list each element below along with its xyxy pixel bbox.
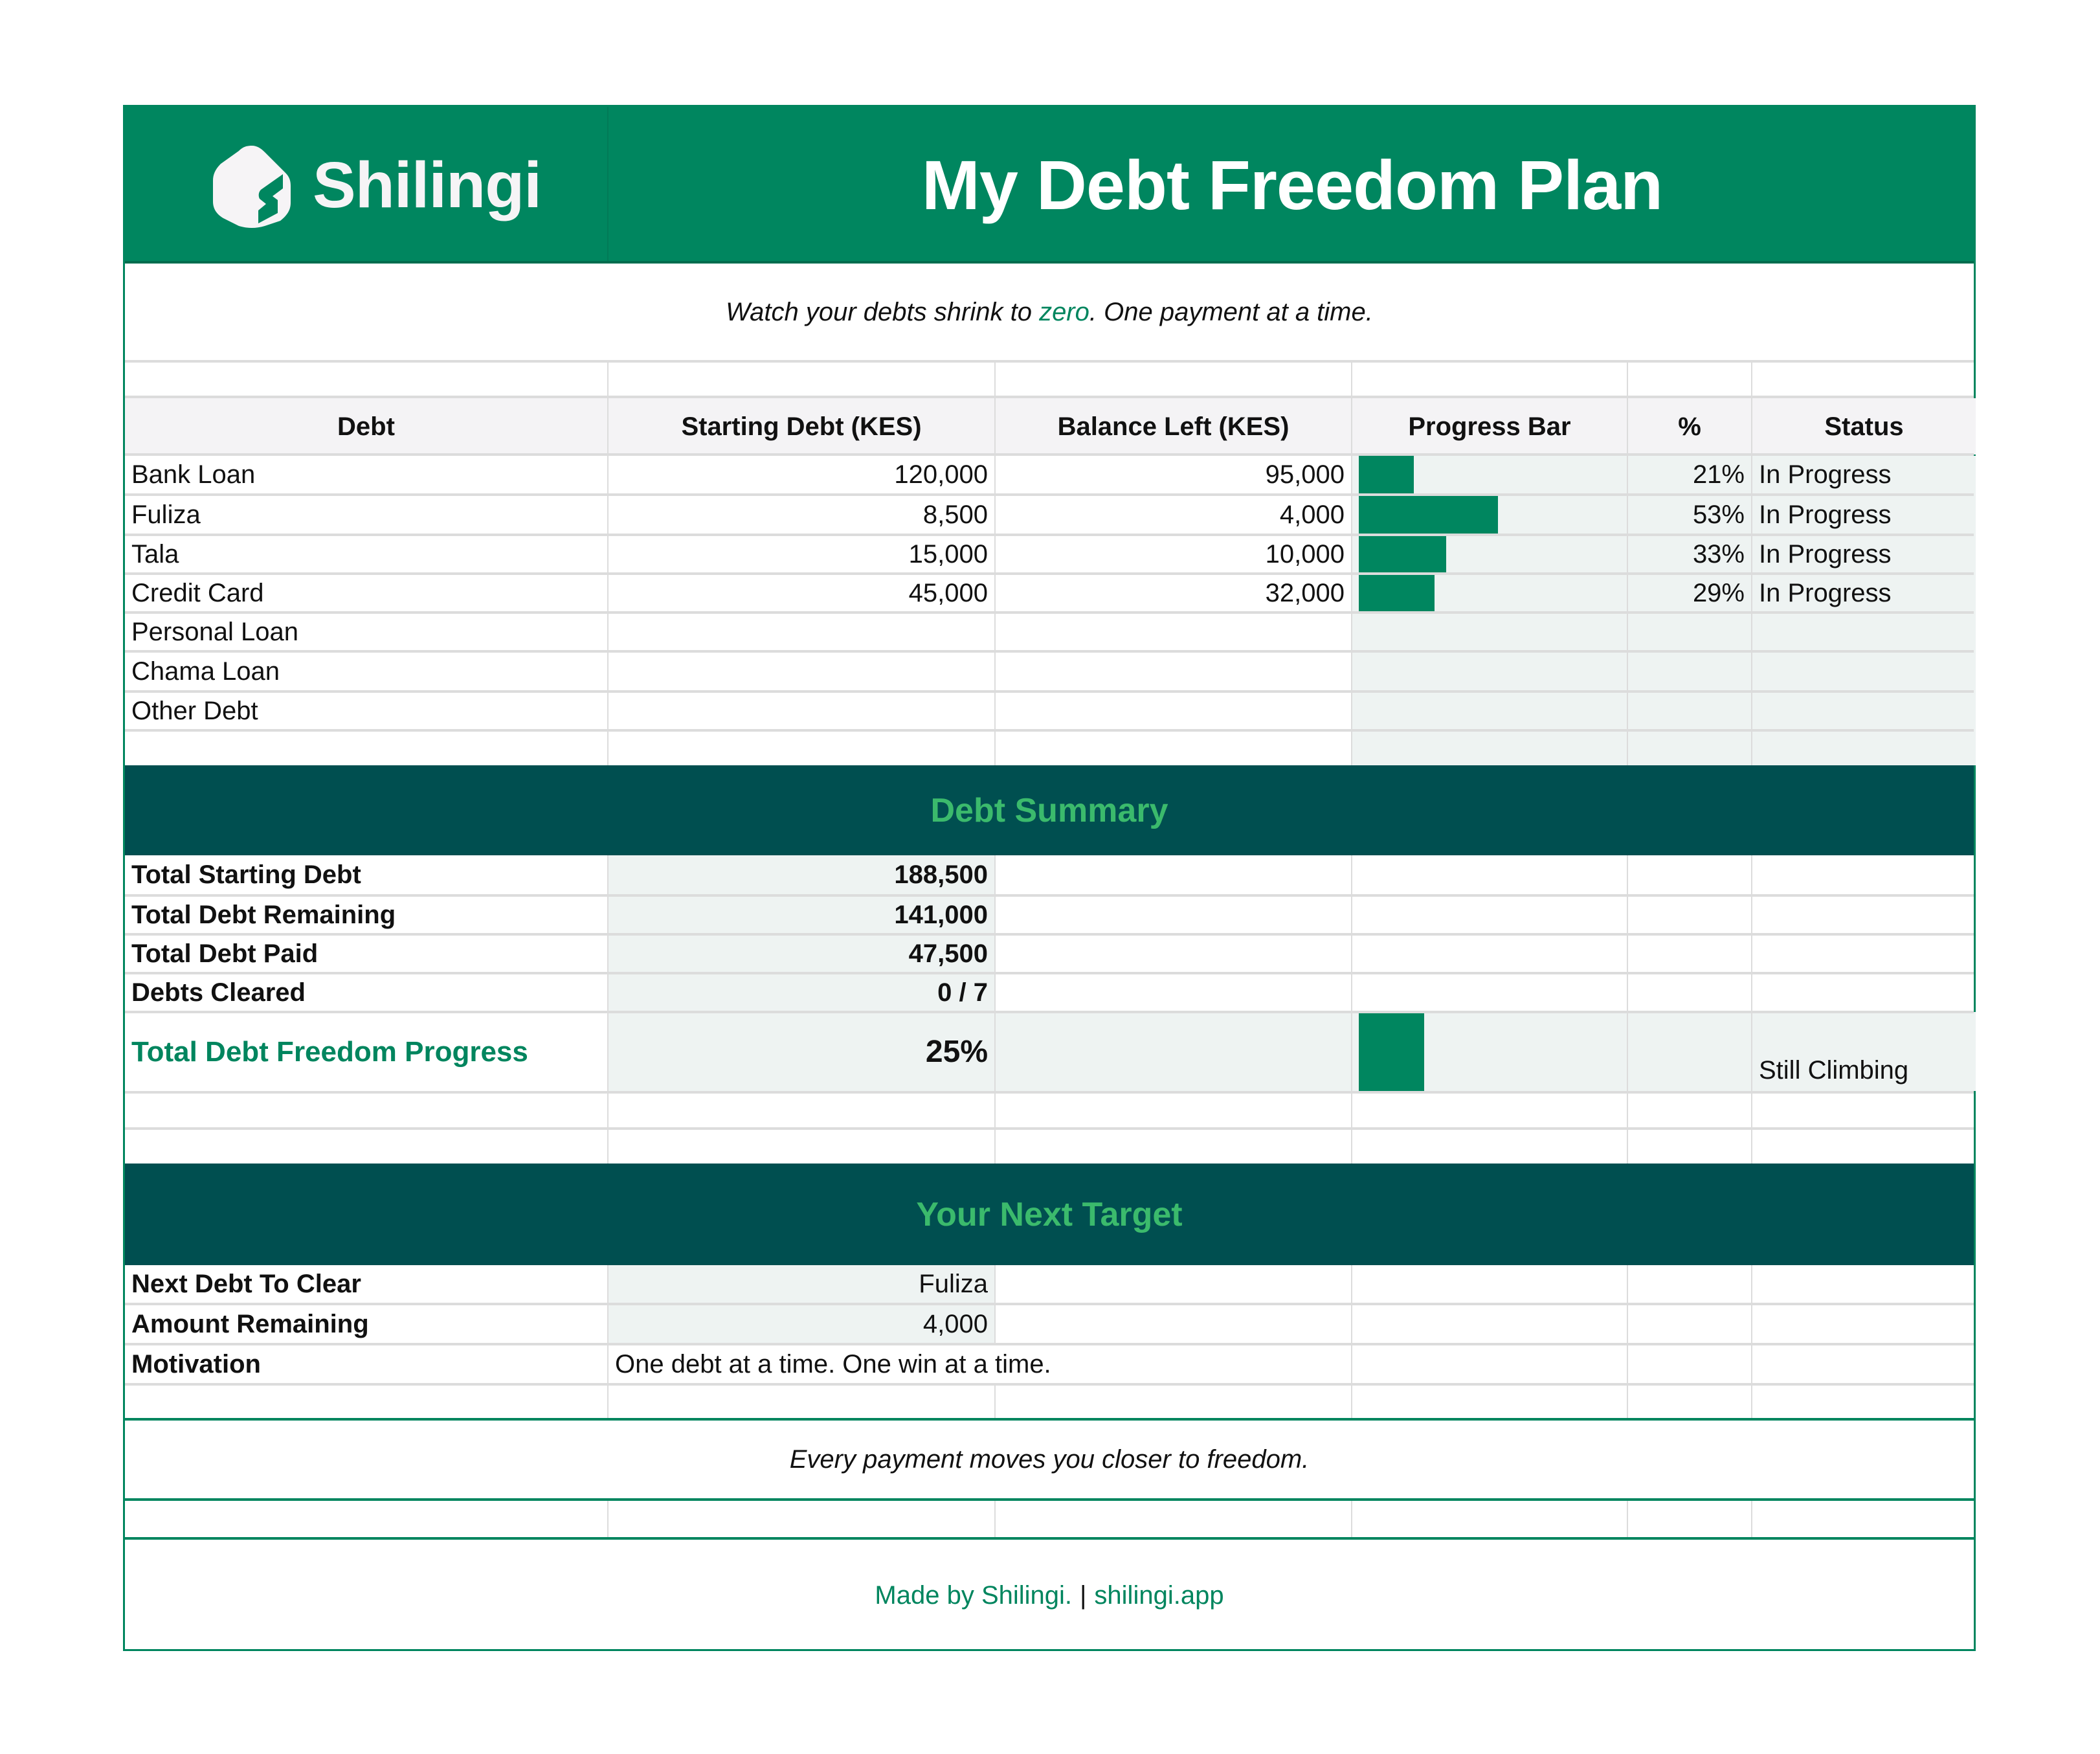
- summary-label: Debts Cleared: [131, 978, 306, 1007]
- debt-name: Fuliza: [131, 500, 201, 529]
- grid-line: [607, 855, 609, 1164]
- summary-value: 47,500: [908, 939, 988, 968]
- grid-line: [125, 1383, 1974, 1386]
- grid-line: [1751, 855, 1752, 1164]
- starting-debt-value[interactable]: 15,000: [908, 540, 988, 568]
- balance-left-value[interactable]: [996, 693, 1351, 729]
- debt-name: Credit Card: [131, 579, 264, 607]
- starting-debt-value[interactable]: [609, 653, 994, 690]
- motivation-value: One debt at a time. One win at a time.: [615, 1350, 1051, 1378]
- grid-line: [1627, 855, 1628, 1164]
- starting-debt-value[interactable]: 45,000: [908, 579, 988, 607]
- next-target-label: Motivation: [131, 1350, 261, 1378]
- debt-name: Bank Loan: [131, 460, 256, 489]
- percent-value: 29%: [1692, 579, 1745, 607]
- debt-name: Personal Loan: [131, 618, 298, 646]
- progress-bar-fill: [1359, 575, 1435, 611]
- starting-debt-value[interactable]: 120,000: [894, 460, 988, 489]
- amount-remaining-value: 4,000: [922, 1310, 988, 1338]
- summary-label: Total Debt Remaining: [131, 901, 396, 929]
- summary-value: 0 / 7: [937, 978, 988, 1007]
- status-value: In Progress: [1759, 460, 1892, 489]
- grid-line: [1351, 361, 1352, 397]
- grid-line: [607, 361, 609, 397]
- progress-bar-fill: [1359, 456, 1414, 493]
- grid-line: [1351, 456, 1352, 765]
- grid-line: [994, 361, 996, 397]
- percent-value: 21%: [1692, 460, 1745, 489]
- balance-left-value[interactable]: 4,000: [1279, 500, 1345, 529]
- grid-line: [607, 456, 609, 765]
- grid-line: [994, 855, 996, 1164]
- next-target-label: Next Debt To Clear: [131, 1270, 361, 1298]
- starting-debt-value[interactable]: [609, 693, 994, 729]
- debt-name: Chama Loan: [131, 657, 280, 686]
- grid-line: [125, 360, 1974, 363]
- next-target-label: Amount Remaining: [131, 1310, 369, 1338]
- starting-debt-value[interactable]: 8,500: [922, 500, 988, 529]
- status-value: In Progress: [1759, 540, 1892, 568]
- total-progress-bar-fill: [1359, 1013, 1424, 1091]
- status-value: In Progress: [1759, 579, 1892, 607]
- grid-line: [1627, 398, 1628, 455]
- footer-separator: |: [1080, 1580, 1087, 1610]
- grid-line: [125, 1091, 1974, 1094]
- column-header-balance-left: Balance Left (KES): [996, 398, 1351, 455]
- grid-line: [125, 729, 1974, 732]
- balance-left-value[interactable]: 95,000: [1265, 460, 1345, 489]
- column-header-status: Status: [1752, 398, 1976, 455]
- balance-left-value[interactable]: 32,000: [1265, 579, 1345, 607]
- grid-line: [994, 398, 996, 455]
- total-progress-value: 25%: [925, 1035, 988, 1069]
- grid-line: [1351, 855, 1352, 1164]
- progress-status: Still Climbing: [1759, 1056, 1909, 1085]
- debt-name: Tala: [131, 540, 179, 568]
- progress-bar-fill: [1359, 536, 1446, 572]
- next-debt-value: Fuliza: [919, 1270, 988, 1298]
- percent-value: 33%: [1692, 540, 1745, 568]
- grid-line: [1627, 456, 1628, 765]
- total-progress-label: Total Debt Freedom Progress: [131, 1036, 528, 1068]
- grid-line: [607, 1501, 609, 1537]
- percent-value: 53%: [1692, 500, 1745, 529]
- footer: [125, 1540, 1974, 1651]
- grid-line: [1751, 361, 1752, 397]
- brand-name: Shilingi: [313, 149, 542, 221]
- summary-value: 141,000: [894, 901, 988, 929]
- summary-label: Total Debt Paid: [131, 939, 318, 968]
- section-rule: [125, 1498, 1974, 1501]
- debt-name: Other Debt: [131, 697, 258, 725]
- motivational-quote: Every payment moves you closer to freedom.: [789, 1445, 1310, 1474]
- summary-label: Total Starting Debt: [131, 860, 361, 889]
- progress-bar-fill: [1359, 496, 1498, 534]
- grid-line: [1351, 1265, 1352, 1419]
- column-header-debt: Debt: [125, 398, 607, 455]
- balance-left-value[interactable]: [996, 653, 1351, 690]
- grid-line: [994, 1501, 996, 1537]
- status-value: In Progress: [1759, 500, 1892, 529]
- grid-line: [125, 1127, 1974, 1130]
- grid-line: [1627, 1265, 1628, 1419]
- debt-plan-sheet: [123, 105, 1976, 1651]
- starting-debt-value[interactable]: [609, 614, 994, 650]
- grid-line: [607, 1265, 609, 1419]
- column-header-progress-bar: Progress Bar: [1352, 398, 1627, 455]
- balance-left-value[interactable]: [996, 614, 1351, 650]
- grid-line: [994, 456, 996, 765]
- grid-line: [1627, 361, 1628, 397]
- grid-line: [607, 398, 609, 455]
- grid-line: [1751, 1501, 1752, 1537]
- shilingi-logo-icon: [210, 143, 293, 229]
- section-header-next-target: Your Next Target: [125, 1164, 1974, 1265]
- grid-line: [1627, 1501, 1628, 1537]
- grid-line: [1351, 398, 1352, 455]
- grid-line: [994, 1265, 996, 1345]
- grid-line: [994, 1386, 996, 1419]
- grid-line: [1751, 456, 1752, 765]
- footer-made-by: Made by Shilingi.: [875, 1580, 1073, 1610]
- tagline: [125, 264, 1974, 361]
- section-header-debt-summary: Debt Summary: [125, 765, 1974, 855]
- summary-value: 188,500: [894, 860, 988, 889]
- tagline-accent: zero: [1039, 298, 1089, 326]
- footer-website-link[interactable]: shilingi.app: [1094, 1580, 1224, 1610]
- tagline-part-1: Watch your debts shrink to: [726, 298, 1040, 326]
- column-header-starting-debt: Starting Debt (KES): [609, 398, 994, 455]
- tagline-part-2: . One payment at a time.: [1089, 298, 1373, 326]
- grid-line: [1751, 1265, 1752, 1419]
- column-header-percent: %: [1628, 398, 1751, 455]
- grid-line: [1351, 1501, 1352, 1537]
- grid-line: [1751, 398, 1752, 455]
- page-title: My Debt Freedom Plan: [921, 146, 1663, 224]
- balance-left-value[interactable]: 10,000: [1265, 540, 1345, 568]
